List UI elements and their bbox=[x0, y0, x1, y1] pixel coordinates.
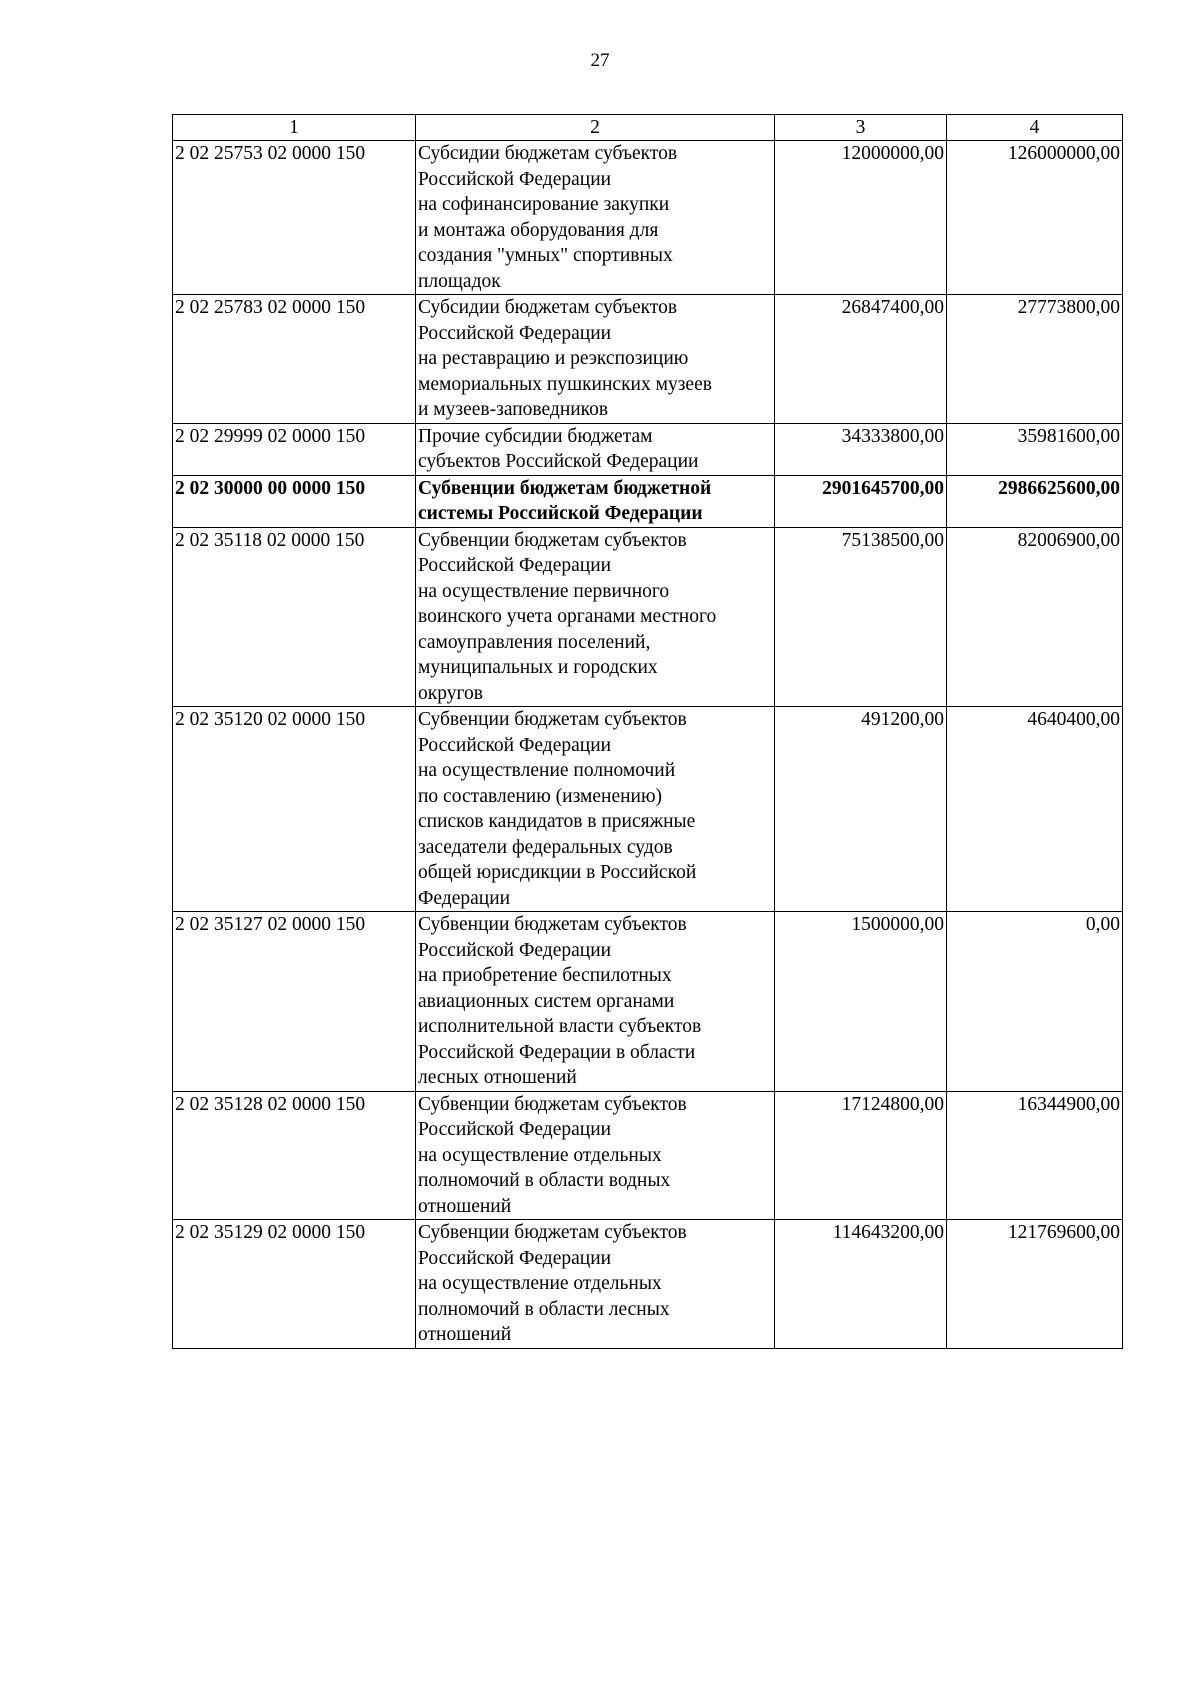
description-cell: Субвенции бюджетам субъектов Российской Федерации на приобретение беспилотных авиационных систем органами исполнительной власти субъектов Российской Федерации в области лесных отношений bbox=[416, 912, 775, 1092]
classification-code-cell: 2 02 35129 02 0000 150 bbox=[173, 1220, 416, 1349]
amount-col4-cell: 4640400,00 bbox=[947, 707, 1123, 912]
classification-code-cell: 2 02 35128 02 0000 150 bbox=[173, 1091, 416, 1220]
description-cell: Субвенции бюджетам субъектов Российской Федерации на осуществление полномочий по составлению (изменению) списков кандидатов в присяжные заседатели федеральных судов общей юрисдикции в Российской Федерации bbox=[416, 707, 775, 912]
amount-col3-cell: 2901645700,00 bbox=[775, 475, 947, 527]
budget-table bbox=[172, 114, 1123, 1349]
table-row bbox=[173, 527, 1123, 707]
column-header-4: 4 bbox=[947, 115, 1123, 141]
amount-col4-cell: 16344900,00 bbox=[947, 1091, 1123, 1220]
amount-col3-cell: 26847400,00 bbox=[775, 295, 947, 424]
amount-col4-cell: 2986625600,00 bbox=[947, 475, 1123, 527]
table-row bbox=[173, 423, 1123, 475]
column-header-1: 1 bbox=[173, 115, 416, 141]
amount-col3-cell: 34333800,00 bbox=[775, 423, 947, 475]
description-cell: Прочие субсидии бюджетам субъектов Российской Федерации bbox=[416, 423, 775, 475]
amount-col4-cell: 121769600,00 bbox=[947, 1220, 1123, 1349]
amount-col3-cell: 75138500,00 bbox=[775, 527, 947, 707]
classification-code-cell: 2 02 35120 02 0000 150 bbox=[173, 707, 416, 912]
amount-col4-cell: 35981600,00 bbox=[947, 423, 1123, 475]
table-row bbox=[173, 1091, 1123, 1220]
table-row bbox=[173, 475, 1123, 527]
amount-col4-cell: 126000000,00 bbox=[947, 141, 1123, 295]
amount-col4-cell: 0,00 bbox=[947, 912, 1123, 1092]
description-cell: Субвенции бюджетам бюджетной системы Российской Федерации bbox=[416, 475, 775, 527]
description-cell: Субсидии бюджетам субъектов Российской Федерации на софинансирование закупки и монтажа оборудования для создания "умных" спортивных площадок bbox=[416, 141, 775, 295]
table-row bbox=[173, 707, 1123, 912]
description-cell: Субвенции бюджетам субъектов Российской Федерации на осуществление первичного воинского учета органами местного самоуправления поселений, муниципальных и городских округов bbox=[416, 527, 775, 707]
amount-col3-cell: 491200,00 bbox=[775, 707, 947, 912]
amount-col3-cell: 114643200,00 bbox=[775, 1220, 947, 1349]
classification-code-cell: 2 02 25753 02 0000 150 bbox=[173, 141, 416, 295]
classification-code-cell: 2 02 29999 02 0000 150 bbox=[173, 423, 416, 475]
table-row bbox=[173, 1220, 1123, 1349]
column-number-row bbox=[173, 115, 1123, 141]
classification-code-cell: 2 02 30000 00 0000 150 bbox=[173, 475, 416, 527]
table-row bbox=[173, 912, 1123, 1092]
description-cell: Субвенции бюджетам субъектов Российской Федерации на осуществление отдельных полномочий в области водных отношений bbox=[416, 1091, 775, 1220]
classification-code-cell: 2 02 35127 02 0000 150 bbox=[173, 912, 416, 1092]
classification-code-cell: 2 02 25783 02 0000 150 bbox=[173, 295, 416, 424]
table-header bbox=[173, 115, 1123, 141]
column-header-3: 3 bbox=[775, 115, 947, 141]
table-row bbox=[173, 141, 1123, 295]
amount-col3-cell: 12000000,00 bbox=[775, 141, 947, 295]
amount-col4-cell: 82006900,00 bbox=[947, 527, 1123, 707]
amount-col3-cell: 17124800,00 bbox=[775, 1091, 947, 1220]
column-header-2: 2 bbox=[416, 115, 775, 141]
description-cell: Субвенции бюджетам субъектов Российской Федерации на осуществление отдельных полномочий в области лесных отношений bbox=[416, 1220, 775, 1349]
table-body bbox=[173, 141, 1123, 1349]
amount-col4-cell: 27773800,00 bbox=[947, 295, 1123, 424]
description-cell: Субсидии бюджетам субъектов Российской Федерации на реставрацию и реэкспозицию мемориальных пушкинских музеев и музеев-заповедников bbox=[416, 295, 775, 424]
page-number: 27 bbox=[590, 50, 610, 71]
classification-code-cell: 2 02 35118 02 0000 150 bbox=[173, 527, 416, 707]
table-row bbox=[173, 295, 1123, 424]
amount-col3-cell: 1500000,00 bbox=[775, 912, 947, 1092]
